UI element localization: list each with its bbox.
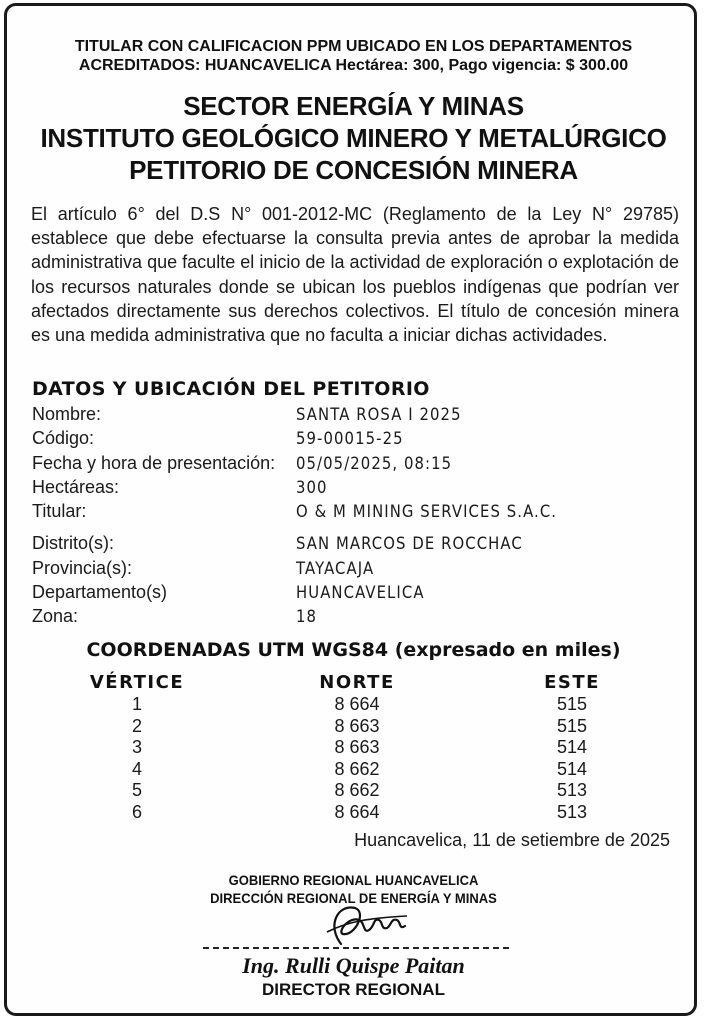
header-line-2: ACREDITADOS: HUANCAVELICA Hectárea: 300, Pago vigencia: $ 300.00	[78, 57, 629, 74]
seal-line-1: GOBIERNO REGIONAL HUANCAVELICA	[228, 872, 479, 888]
coordinates-title: COORDENADAS UTM WGS84 (expresado en miles)	[86, 639, 621, 661]
header-line-1: TITULAR CON CALIFICACION PPM UBICADO EN LOS DEPARTAMENTOS	[74, 38, 633, 55]
field-value: TAYACAJA	[296, 559, 375, 578]
issue-date: Huancavelica, 11 de setiembre de 2025	[354, 830, 670, 850]
field-label: Provincia(s):	[32, 558, 133, 578]
col-header-este: ESTE	[544, 672, 600, 693]
signature-line	[203, 947, 509, 949]
title-institute: INSTITUTO GEOLÓGICO MINERO Y METALÚRGICO	[40, 123, 667, 153]
field-value: 59-00015-25	[296, 429, 404, 448]
cell-vertice: 1	[131, 694, 142, 714]
cell-norte: 8 663	[334, 715, 380, 736]
intro-paragraph: El artículo 6° del D.S N° 001-2012-MC (Reglamento de la Ley N° 29785) establece que debe efectuarse la consulta previa antes de aprobar la medida administrativa que faculte el inicio de la actividad de exploración o explotación de los recursos naturales donde se ubican los pueblos indígenas que podrían ver afectados directamente sus derechos colectivos. El título de concesión minera es una medida administrativa que no faculta a iniciar dichas actividades.	[31, 204, 679, 346]
cell-norte: 8 664	[334, 801, 380, 822]
cell-este: 514	[556, 737, 588, 758]
field-label: Departamento(s)	[32, 582, 168, 602]
field-value: HUANCAVELICA	[296, 583, 425, 602]
signer-name: Ing. Rulli Quispe Paitan	[242, 953, 465, 978]
cell-este: 513	[556, 780, 588, 801]
field-value: 300	[296, 478, 328, 497]
table-row	[7, 802, 700, 824]
datos-title: DATOS Y UBICACIÓN DEL PETITORIO	[32, 378, 430, 400]
table-row	[7, 737, 700, 759]
field-value: O & M MINING SERVICES S.A.C.	[296, 502, 558, 521]
table-row	[7, 759, 700, 781]
field-value: SAN MARCOS DE ROCCHAC	[296, 534, 523, 553]
cell-este: 515	[556, 715, 588, 736]
col-header-norte: NORTE	[319, 672, 395, 693]
field-label: Nombre:	[32, 404, 102, 424]
cell-norte: 8 662	[334, 758, 380, 779]
field-label: Zona:	[32, 606, 79, 626]
table-row	[7, 716, 700, 738]
cell-este: 515	[556, 694, 588, 714]
field-value: 18	[296, 607, 318, 626]
field-value: SANTA ROSA I 2025	[296, 405, 462, 424]
cell-este: 513	[556, 801, 588, 822]
field-label: Hectáreas:	[32, 477, 120, 497]
field-label: Fecha y hora de presentación:	[32, 453, 276, 473]
seal-line-2: DIRECCIÓN REGIONAL DE ENERGÍA Y MINAS	[210, 890, 497, 906]
cell-norte: 8 664	[334, 694, 380, 714]
coordinates-table	[7, 694, 700, 824]
cell-este: 514	[556, 758, 588, 779]
cell-vertice: 5	[131, 780, 142, 801]
table-row	[7, 694, 700, 716]
cell-vertice: 3	[131, 737, 142, 758]
cell-vertice: 6	[131, 801, 142, 822]
title-petitorio: PETITORIO DE CONCESIÓN MINERA	[129, 155, 578, 185]
title-sector: SECTOR ENERGÍA Y MINAS	[183, 91, 524, 121]
cell-norte: 8 662	[334, 780, 380, 801]
signature-scribble	[297, 886, 427, 956]
notice-frame	[4, 3, 697, 1016]
cell-norte: 8 663	[334, 737, 380, 758]
field-label: Titular:	[32, 501, 87, 521]
field-value: 05/05/2025, 08:15	[296, 454, 453, 473]
table-row	[7, 780, 700, 802]
field-label: Distrito(s):	[32, 533, 114, 553]
cell-vertice: 4	[131, 758, 142, 779]
col-header-vertice: VÉRTICE	[89, 672, 185, 693]
field-label: Código:	[32, 428, 95, 448]
signer-role: DIRECTOR REGIONAL	[262, 980, 445, 999]
cell-vertice: 2	[131, 715, 142, 736]
